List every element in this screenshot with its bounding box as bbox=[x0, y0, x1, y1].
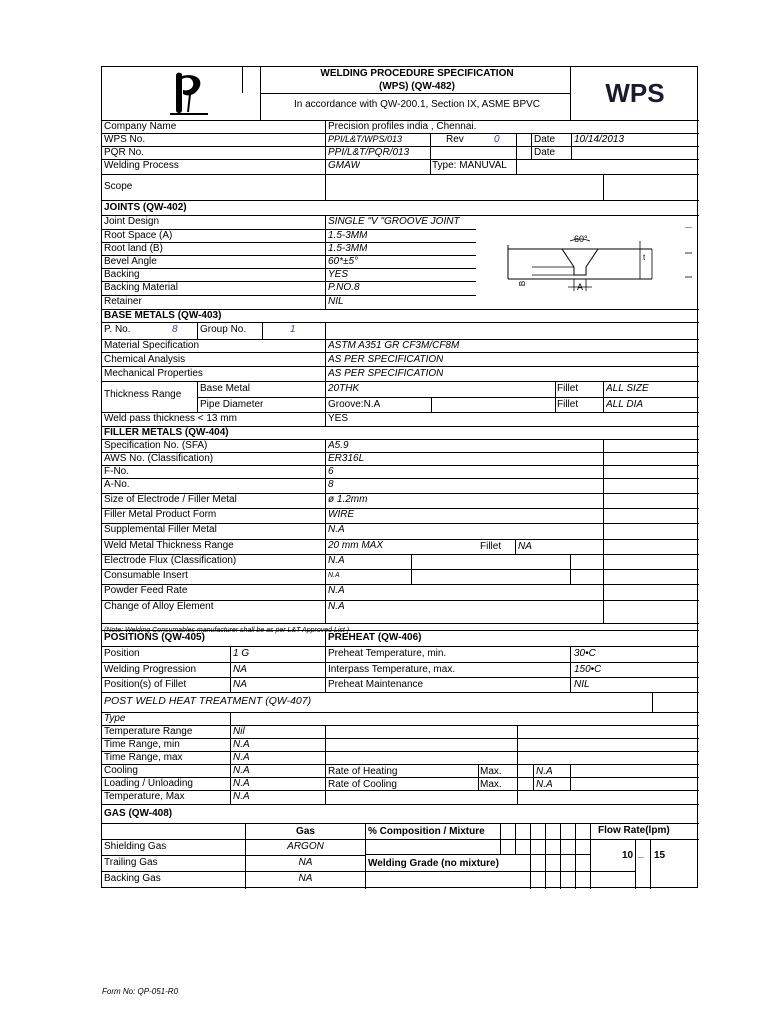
filler-fillet-value: NA bbox=[518, 541, 532, 552]
wps-form bbox=[101, 66, 698, 888]
chem-label: Chemical Analysis bbox=[104, 354, 186, 365]
filler-row-label: Consumable Insert bbox=[104, 570, 188, 581]
diagram-label-t: t bbox=[643, 253, 646, 262]
flow-max: 15 bbox=[654, 850, 666, 861]
pwht-row-value: N.A bbox=[233, 765, 250, 776]
filler-row-value: N.A bbox=[328, 555, 345, 566]
pwht-row-label: Loading / Unloading bbox=[104, 778, 193, 789]
heating-value: N.A bbox=[536, 766, 553, 777]
v-groove-diagram bbox=[502, 227, 692, 299]
preheat-row-label: Preheat Temperature, min. bbox=[328, 648, 447, 659]
rev-value: 0 bbox=[494, 134, 500, 145]
wps-label: WPS No. bbox=[104, 134, 146, 145]
pwht-row-value: Nil bbox=[233, 726, 245, 737]
position-row-label: Position bbox=[104, 648, 140, 659]
pwht-row-label: Temperature Range bbox=[104, 726, 193, 737]
joint-row-value: NIL bbox=[328, 296, 344, 307]
filler-row-value: ER316L bbox=[328, 453, 365, 464]
flow-sep: _ bbox=[638, 848, 644, 859]
gas-row-label: Trailing Gas bbox=[104, 857, 158, 868]
cooling-max: Max. bbox=[480, 779, 502, 790]
cooling-value: N.A bbox=[536, 779, 553, 790]
chem-value: AS PER SPECIFICATION bbox=[328, 354, 444, 365]
base-heading: BASE METALS (QW-403) bbox=[104, 310, 222, 321]
process-label: Welding Process bbox=[104, 160, 179, 171]
spec-value: ASTM A351 GR CF3M/CF8M bbox=[328, 340, 460, 351]
filler-row-label: Filler Metal Product Form bbox=[104, 509, 217, 520]
title-subtitle: In accordance with QW-200.1, Section IX, ASME BPVC bbox=[293, 99, 541, 110]
joint-row-value: P.NO.8 bbox=[328, 282, 360, 293]
pwht-type-label: Type bbox=[104, 713, 126, 724]
filler-row-value: 20 mm MAX bbox=[328, 540, 384, 551]
filler-row-value: A5.9 bbox=[328, 440, 349, 451]
process-value: GMAW bbox=[328, 160, 361, 171]
joint-row-value: SINGLE "V "GROOVE JOINT bbox=[328, 216, 460, 227]
gas-col-gas: Gas bbox=[296, 826, 315, 837]
form-number: Form No: QP-051-R0 bbox=[102, 987, 179, 996]
company-label: Company Name bbox=[104, 121, 177, 132]
filler-row-label: F-No. bbox=[104, 466, 129, 477]
joint-row-label: Retainer bbox=[104, 296, 142, 307]
position-row-label: Welding Progression bbox=[104, 664, 197, 675]
spec-label: Material Specification bbox=[104, 340, 200, 351]
scope-label: Scope bbox=[104, 181, 133, 192]
pwht-row-value: N.A bbox=[233, 778, 250, 789]
joint-row-value: 60*±5° bbox=[328, 256, 359, 267]
position-row-label: Position(s) of Fillet bbox=[104, 679, 187, 690]
preheat-row-value: NIL bbox=[574, 679, 590, 690]
pass-label: Weld pass thickness < 13 mm bbox=[104, 413, 237, 424]
position-row-value: NA bbox=[233, 664, 247, 675]
base-metal-label: Base Metal bbox=[200, 383, 251, 394]
pno-label: P. No. bbox=[104, 324, 131, 335]
base-metal-value: 20THK bbox=[328, 383, 360, 394]
pipe-value: Groove:N.A bbox=[328, 399, 381, 410]
mech-label: Mechanical Properties bbox=[104, 368, 203, 379]
filler-row-label: Electrode Flux (Classification) bbox=[104, 555, 237, 566]
gas-row-value: ARGON bbox=[287, 841, 324, 852]
preheat-row-label: Interpass Temperature, max. bbox=[328, 664, 456, 675]
gas-heading: GAS (QW-408) bbox=[104, 808, 173, 819]
preheat-row-label: Preheat Maintenance bbox=[328, 679, 424, 690]
filler-row-label: Weld Metal Thickness Range bbox=[104, 540, 234, 551]
position-row-value: NA bbox=[233, 679, 247, 690]
filler-row-value: 6 bbox=[328, 466, 334, 477]
pqr-label: PQR No. bbox=[104, 147, 145, 158]
filler-note: (Note: Welding Consumables manufacturer shall be as per L&T Approved List ) bbox=[104, 627, 350, 634]
filler-row-label: Specification No. (SFA) bbox=[104, 440, 208, 451]
diagram-label-a: A bbox=[577, 282, 584, 292]
thickness-label: Thickness Range bbox=[104, 389, 182, 400]
wps-value: PPI/L&T/WPS/013 bbox=[328, 134, 403, 144]
filler-row-value: N.A bbox=[328, 572, 340, 579]
gas-row-value: NA bbox=[298, 873, 313, 884]
pwht-row-value: N.A bbox=[233, 791, 250, 802]
gas-row-label: Shielding Gas bbox=[104, 841, 167, 852]
filler-heading: FILLER METALS (QW-404) bbox=[104, 427, 229, 438]
date-label: Date bbox=[534, 134, 556, 145]
position-row-value: 1 G bbox=[233, 648, 250, 659]
filler-row-value: 8 bbox=[328, 479, 334, 490]
filler-row-value: N.A bbox=[328, 601, 345, 612]
joint-row-label: Root Space (A) bbox=[104, 230, 173, 241]
gas-grade: Welding Grade (no mixture) bbox=[368, 858, 499, 869]
preheat-row-value: 150•C bbox=[574, 664, 602, 675]
pp-logo-icon bbox=[168, 70, 210, 116]
joint-row-label: Root land (B) bbox=[104, 243, 163, 254]
joint-row-label: Joint Design bbox=[104, 216, 160, 227]
gas-row-value: NA bbox=[298, 857, 313, 868]
positions-heading: POSITIONS (QW-405) bbox=[104, 632, 205, 643]
joint-row-value: 1.5-3MM bbox=[328, 243, 368, 254]
heating-max: Max. bbox=[480, 766, 502, 777]
cooling-label: Rate of Cooling bbox=[328, 779, 397, 790]
filler-row-value: N.A bbox=[328, 524, 345, 535]
filler-row-label: AWS No. (Classification) bbox=[104, 453, 214, 464]
pwht-row-value: N.A bbox=[233, 752, 250, 763]
joints-heading: JOINTS (QW-402) bbox=[104, 202, 187, 213]
fillet1-value: ALL SIZE bbox=[606, 383, 649, 394]
wps-badge: WPS bbox=[605, 78, 665, 108]
flow-min: 10 bbox=[622, 850, 634, 861]
fillet1-label: Fillet bbox=[557, 383, 579, 394]
gas-col-comp: % Composition / Mixture bbox=[368, 826, 485, 837]
mech-value: AS PER SPECIFICATION bbox=[328, 368, 444, 379]
diagram-angle: 60° bbox=[574, 234, 588, 244]
company-value: Precision profiles india , Chennai. bbox=[328, 121, 477, 132]
pass-value: YES bbox=[328, 413, 349, 424]
group-value: 1 bbox=[290, 324, 296, 335]
preheat-heading: PREHEAT (QW-406) bbox=[328, 632, 422, 643]
fillet2-label: Fillet bbox=[557, 399, 579, 410]
pwht-row-value: N.A bbox=[233, 739, 250, 750]
filler-row-label: Size of Electrode / Filler Metal bbox=[104, 494, 237, 505]
pwht-row-label: Time Range, max bbox=[104, 752, 183, 763]
gas-row-label: Backing Gas bbox=[104, 873, 161, 884]
filler-row-value: N.A bbox=[328, 585, 345, 596]
filler-row-value: ø 1.2mm bbox=[328, 494, 368, 505]
pqr-value: PPI/L&T/PQR/013 bbox=[328, 147, 410, 158]
gas-col-flow: Flow Rate(lpm) bbox=[598, 825, 670, 836]
filler-row-label: Powder Feed Rate bbox=[104, 585, 188, 596]
group-label: Group No. bbox=[200, 324, 247, 335]
pipe-label: Pipe Diameter bbox=[200, 399, 264, 410]
filler-row-label: A-No. bbox=[104, 479, 130, 490]
fillet2-value: ALL DIA bbox=[606, 399, 644, 410]
filler-row-label: Change of Alloy Element bbox=[104, 601, 214, 612]
joint-row-label: Backing Material bbox=[104, 282, 178, 293]
joint-row-label: Bevel Angle bbox=[104, 256, 157, 267]
pno-value: 8 bbox=[172, 324, 178, 335]
pwht-row-label: Temperature, Max bbox=[104, 791, 185, 802]
joint-row-value: YES bbox=[328, 269, 349, 280]
date-value: 10/14/2013 bbox=[574, 134, 625, 145]
joint-row-label: Backing bbox=[104, 269, 140, 280]
preheat-row-value: 30•C bbox=[574, 648, 596, 659]
heating-label: Rate of Heating bbox=[328, 766, 398, 777]
title-line2: (WPS) (QW-482) bbox=[379, 81, 455, 92]
filler-row-value: WIRE bbox=[328, 509, 355, 520]
joint-row-value: 1.5-3MM bbox=[328, 230, 368, 241]
title-line1: WELDING PROCEDURE SPECIFICATION bbox=[320, 68, 514, 79]
process-type: Type: MANUVAL bbox=[432, 160, 507, 171]
pqr-date-label: Date bbox=[534, 147, 556, 158]
pwht-row-label: Cooling bbox=[104, 765, 138, 776]
pwht-row-label: Time Range, min bbox=[104, 739, 180, 750]
rev-label: Rev bbox=[446, 134, 464, 145]
filler-row-label: Supplemental Filler Metal bbox=[104, 524, 217, 535]
pwht-heading: POST WELD HEAT TREATMENT (QW-407) bbox=[104, 695, 312, 707]
diagram-label-b: B bbox=[518, 280, 528, 287]
filler-fillet-label: Fillet bbox=[480, 541, 502, 552]
